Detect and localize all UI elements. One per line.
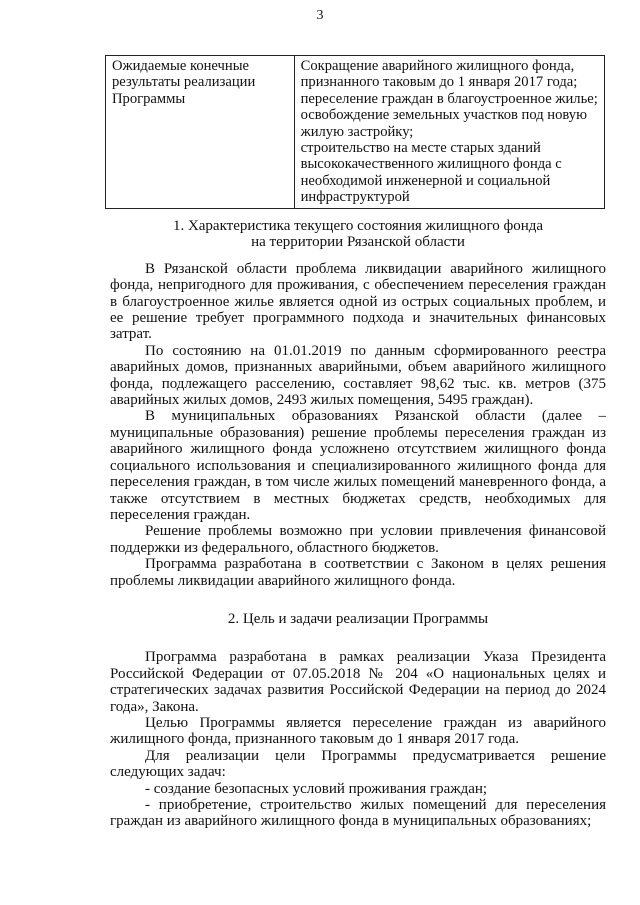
result-item: освобождение земельных участков под новую жилую застройку; (300, 107, 587, 140)
summary-table (105, 55, 605, 209)
section-1-heading-line-2: на территории Рязанской области (251, 234, 465, 251)
list-item: - приобретение, строительство жилых помещений для переселения граждан из аварийного жилищного фонда в муниципальных образованиях; (110, 797, 606, 830)
table-row (106, 56, 605, 209)
result-item: строительство на месте старых зданий высококачественного жилищного фонда с необходимой инженерной и социальной инфраструктурой (300, 140, 562, 206)
paragraph: По состоянию на 01.01.2019 по данным сформированного реестра аварийных домов, признанных аварийными, объем аварийного жилищного фонда, подлежащего расселению, составляет 98,62 тыс. кв. метров (375 аварийных жилых домов, 2493 жилых помещения, 5495 граждан). (110, 342, 606, 409)
page-number: 3 (316, 8, 324, 23)
table-label-cell: Ожидаемые конечные результаты реализации Программы (106, 56, 295, 209)
list-item: - создание безопасных условий проживания граждан; (145, 780, 488, 797)
result-item: Сокращение аварийного жилищного фонда, признанного таковым до 1 января 2017 года; (300, 58, 578, 91)
paragraph: Для реализации цели Программы предусматривается решение следующих задач: (110, 747, 606, 781)
paragraph: Программа разработана в соответствии с Законом в целях решения проблемы ликвидации аварийного жилищного фонда. (110, 556, 606, 589)
table-value-cell (294, 56, 604, 209)
paragraph: Программа разработана в рамках реализации Указа Президента Российской Федерации от 07.05.2018 № 204 «О национальных целях и стратегических задачах развития Российской Федерации на период до 2024 года», Закона. (110, 649, 606, 715)
result-item: переселение граждан в благоустроенное жилье; (300, 90, 598, 107)
section-2-heading: 2. Цель и задачи реализации Программы (227, 610, 489, 627)
section-1-heading-line-1: 1. Характеристика текущего состояния жилищного фонда (172, 218, 544, 234)
document-body (110, 218, 606, 830)
paragraph: Решение проблемы возможно при условии привлечения финансовой поддержки из федерального, областного бюджетов. (110, 523, 606, 556)
paragraph: В Рязанской области проблема ликвидации аварийного жилищного фонда, непригодного для проживания, с обеспечением переселения граждан в благоустроенное жилье является одной из острых социальных проблем, и ее решение требует программного подхода и значительных финансовых затрат. (110, 260, 606, 343)
paragraph: В муниципальных образованиях Рязанской области (далее – муниципальные образования) решение проблемы переселения граждан из аварийного жилищного фонда усложнено отсутствием жилищного фонда социального использования и специализированного жилищного фонда для переселения граждан, в том числе жилых помещений маневренного фонда, а также отсутствием в местных бюджетах средств, необходимых для переселения граждан. (110, 408, 606, 523)
paragraph: Целью Программы является переселение граждан из аварийного жилищного фонда, признанного таковым до 1 января 2017 года. (110, 714, 606, 748)
section-1-heading (110, 218, 606, 251)
